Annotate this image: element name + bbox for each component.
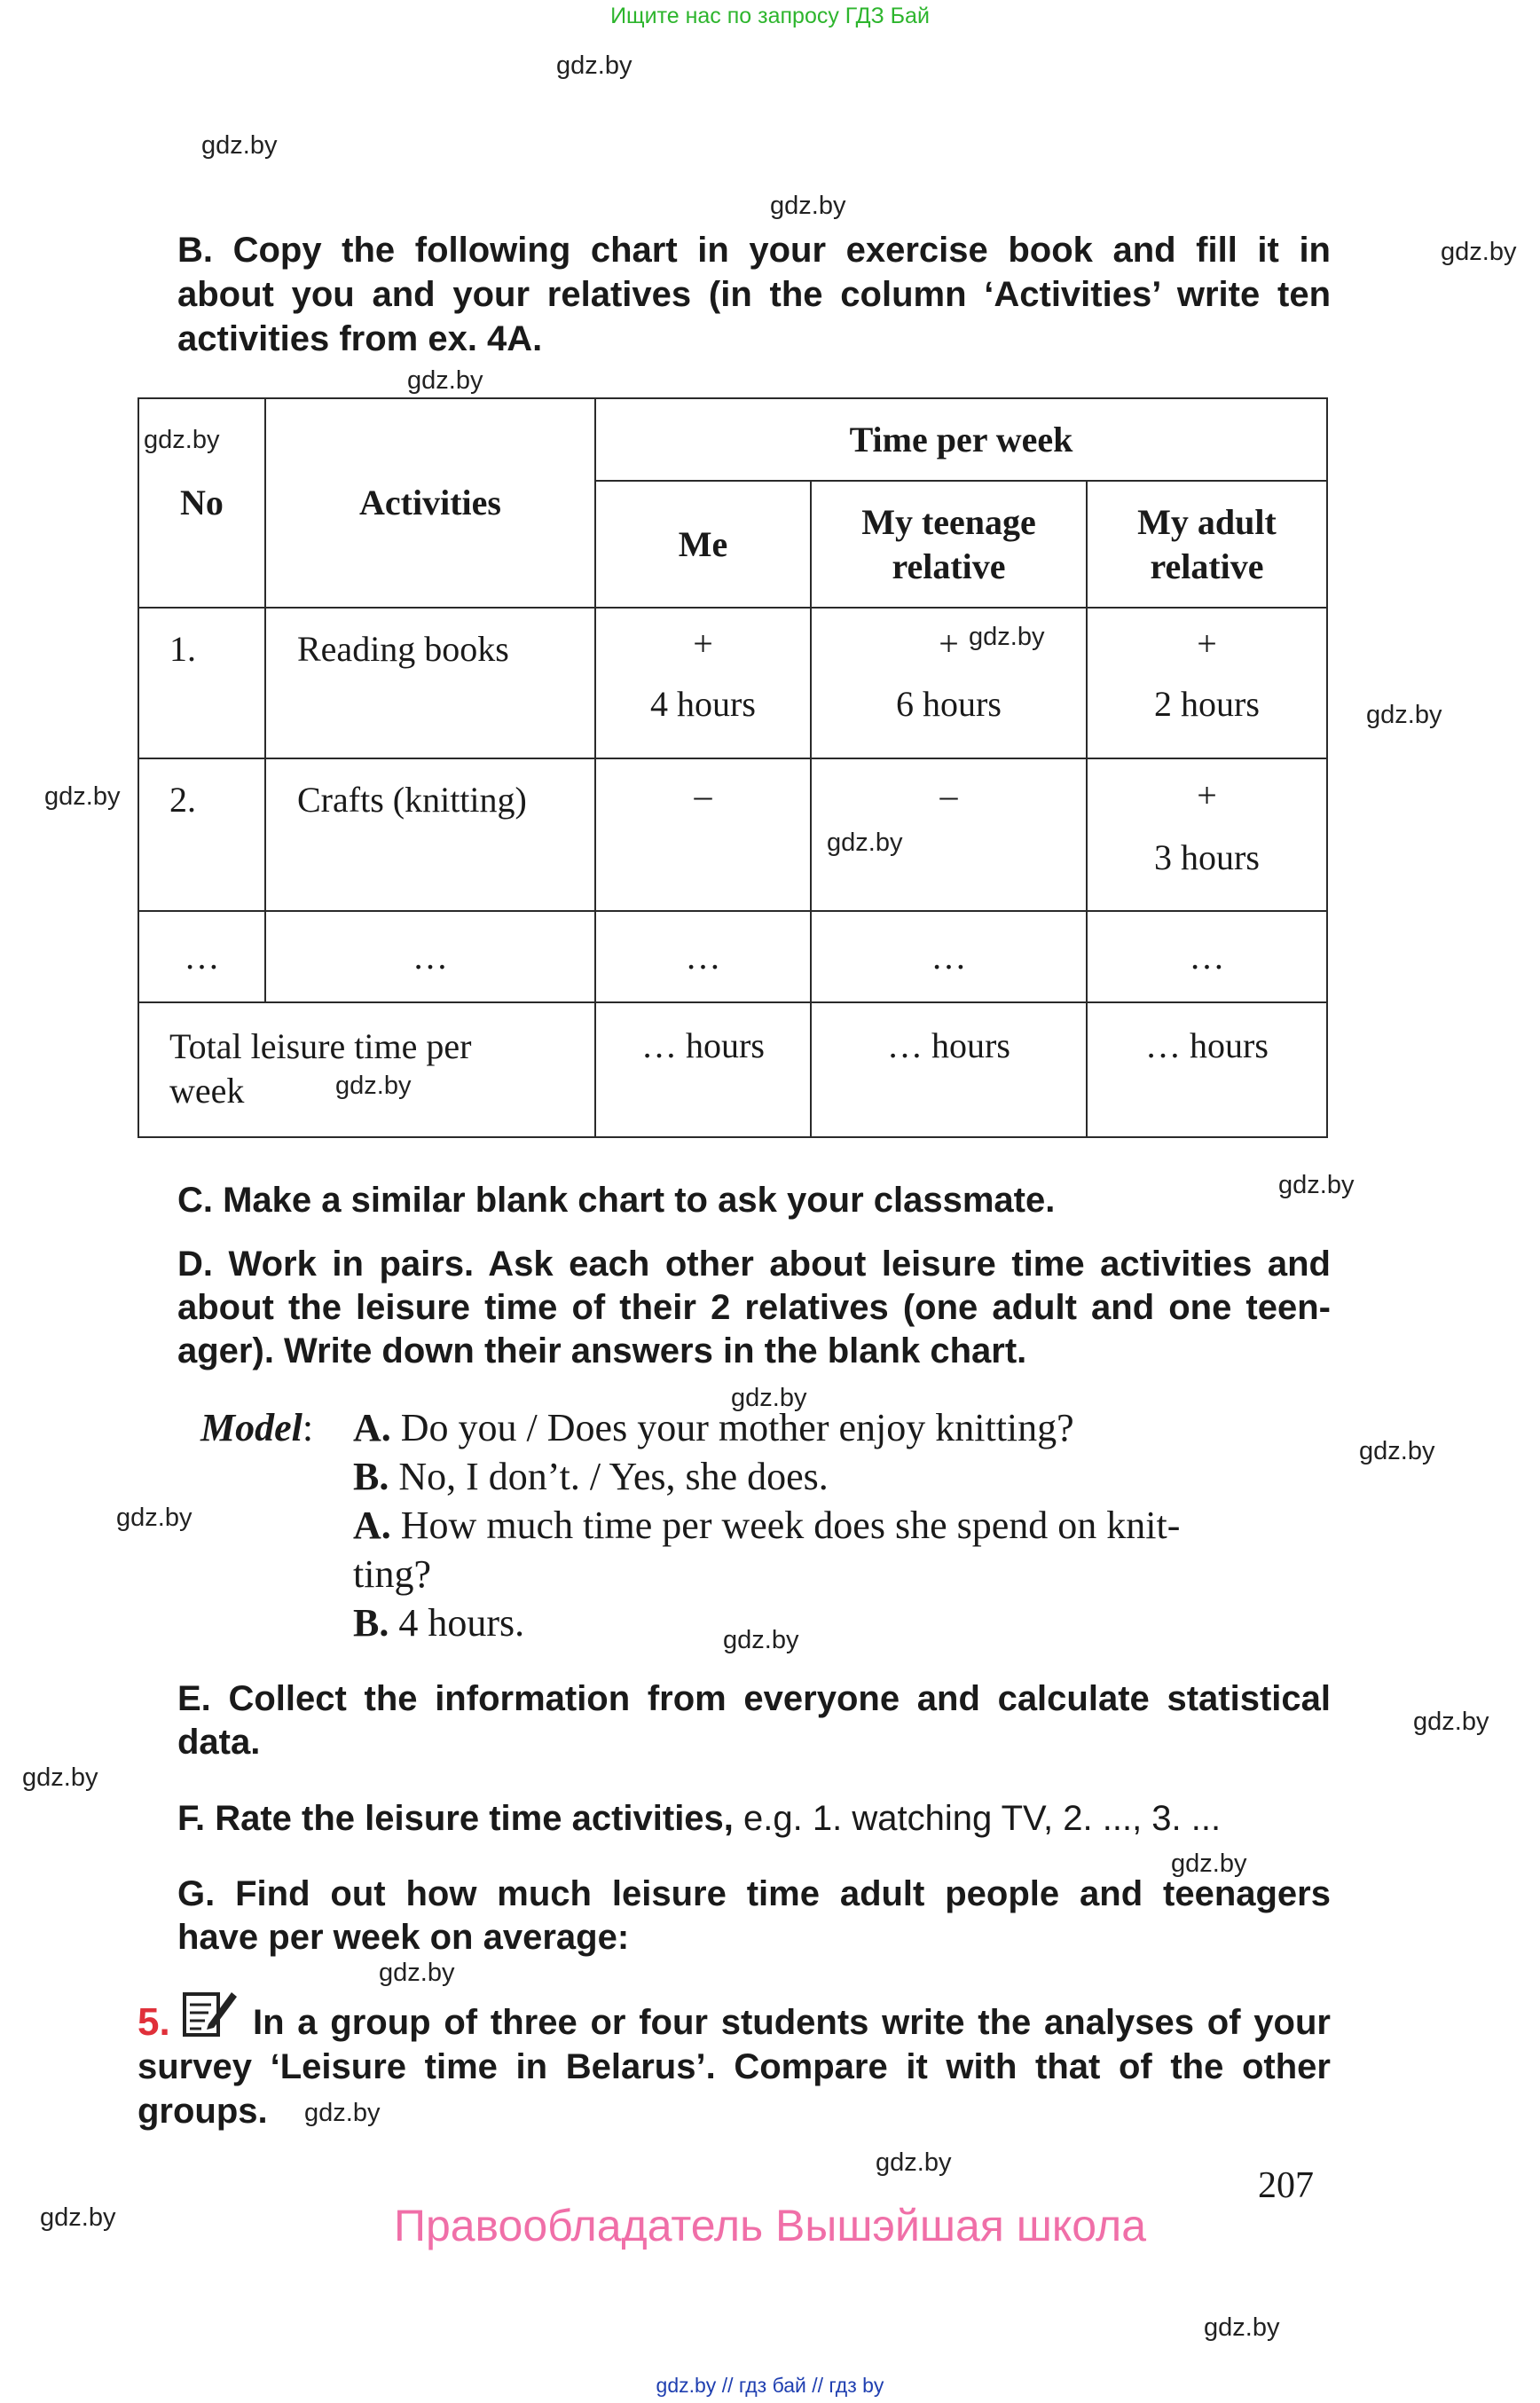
watermark: gdz.by: [556, 51, 632, 80]
watermark: gdz.by: [969, 623, 1045, 651]
task-e-line: E. Collect the information from everyone and calculate statistical: [177, 1679, 1331, 1718]
watermark: gdz.by: [335, 1072, 412, 1100]
table-row: [138, 608, 1327, 758]
header-me: Me: [595, 481, 811, 608]
watermark: gdz.by: [1413, 1708, 1489, 1736]
page-number: 207: [1258, 2165, 1314, 2206]
watermark: gdz.by: [22, 1763, 98, 1792]
watermark: gdz.by: [144, 426, 220, 454]
model-label: Model:: [200, 1406, 314, 1449]
model-line-a2: A. How much time per week does she spend on knit-: [353, 1504, 1181, 1547]
header-time-per-week: Time per week: [595, 398, 1327, 481]
header-teen-relative: My teenage relative: [811, 481, 1087, 608]
task-c: C. Make a similar blank chart to ask your classmate.: [177, 1181, 1056, 1220]
watermark: gdz.by: [827, 828, 903, 857]
task-d-line: D. Work in pairs. Ask each other about leisure time activities and: [177, 1245, 1331, 1284]
watermark: gdz.by: [201, 131, 278, 160]
task-d-line: ager). Write down their answers in the blank chart.: [177, 1331, 1027, 1370]
model-line-b1: B. No, I don’t. / Yes, she does.: [353, 1455, 829, 1498]
cell-adult: …: [1087, 911, 1327, 1002]
header-adult-relative: My adult relative: [1087, 481, 1327, 608]
watermark: gdz.by: [116, 1504, 192, 1532]
total-adult: … hours: [1087, 1002, 1327, 1137]
writing-pad-icon: [182, 1987, 239, 2038]
task-b-line: about you and your relatives (in the column ‘Activities’ write ten: [177, 275, 1331, 314]
row-activity: …: [265, 911, 595, 1002]
cell-teen: …: [811, 911, 1087, 1002]
exercise5-line: In a group of three or four students write the analyses of your: [253, 2003, 1331, 2042]
cell-teen: + 6 hours: [811, 608, 1087, 758]
watermark: gdz.by: [304, 2099, 381, 2127]
total-me: … hours: [595, 1002, 811, 1137]
header-activities: Activities: [265, 398, 595, 608]
watermark: gdz.by: [1171, 1849, 1247, 1878]
publisher-note: Правообладатель Вышэйшая школа: [394, 2201, 1146, 2250]
watermark: gdz.by: [1204, 2313, 1280, 2342]
model-line-a2-cont: ting?: [353, 1552, 431, 1596]
watermark: gdz.by: [876, 2148, 952, 2177]
row-number: 1.: [138, 608, 265, 758]
watermark: gdz.by: [723, 1626, 799, 1654]
total-teen: … hours: [811, 1002, 1087, 1137]
table-row: [138, 911, 1327, 1002]
leisure-chart: [138, 397, 1328, 1138]
exercise5-line: survey ‘Leisure time in Belarus’. Compare it with that of the other: [138, 2047, 1331, 2086]
task-f: F. Rate the leisure time activities, e.g. 1. watching TV, 2. ..., 3. ...: [177, 1799, 1222, 1838]
watermark: gdz.by: [44, 782, 121, 811]
table-row: [138, 758, 1327, 911]
watermark: gdz.by: [770, 192, 846, 220]
cell-teen: –: [811, 758, 1087, 911]
task-e-line: data.: [177, 1723, 261, 1762]
exercise5-line: groups.: [138, 2092, 268, 2131]
cell-me: –: [595, 758, 811, 911]
header-no: No: [138, 398, 265, 608]
task-g-line: have per week on average:: [177, 1918, 630, 1957]
row-activity: Crafts (knitting): [265, 758, 595, 911]
watermark: gdz.by: [40, 2203, 116, 2232]
watermark: gdz.by: [1366, 701, 1442, 729]
watermark: gdz.by: [407, 366, 483, 395]
model-line-a1: A. Do you / Does your mother enjoy knitting?: [353, 1406, 1074, 1449]
watermark: gdz.by: [1278, 1171, 1355, 1199]
watermark: gdz.by: [379, 1959, 455, 1987]
cell-adult: + 2 hours: [1087, 608, 1327, 758]
row-activity: Reading books: [265, 608, 595, 758]
cell-me: + 4 hours: [595, 608, 811, 758]
total-label: Total leisure time per week: [138, 1002, 595, 1137]
task-d-line: about the leisure time of their 2 relatives (one adult and one teen-: [177, 1288, 1331, 1327]
top-banner: Ищите нас по запросу ГДЗ Бай: [610, 4, 930, 28]
task-b-line: activities from ex. 4A.: [177, 319, 543, 358]
watermark: gdz.by: [1359, 1437, 1435, 1465]
task-g-line: G. Find out how much leisure time adult people and teenagers: [177, 1874, 1331, 1913]
watermark: gdz.by: [731, 1384, 807, 1412]
model-line-b2: B. 4 hours.: [353, 1601, 525, 1645]
footer-links[interactable]: gdz.by // гдз бай // гдз by: [656, 2374, 884, 2397]
task-b-line: B. Copy the following chart in your exercise book and fill it in: [177, 231, 1331, 270]
watermark: gdz.by: [1441, 238, 1517, 266]
row-number: 2.: [138, 758, 265, 911]
cell-me: …: [595, 911, 811, 1002]
cell-adult: + 3 hours: [1087, 758, 1327, 911]
exercise-number: 5.: [138, 2000, 170, 2044]
total-row: [138, 1002, 1327, 1137]
row-number: …: [138, 911, 265, 1002]
